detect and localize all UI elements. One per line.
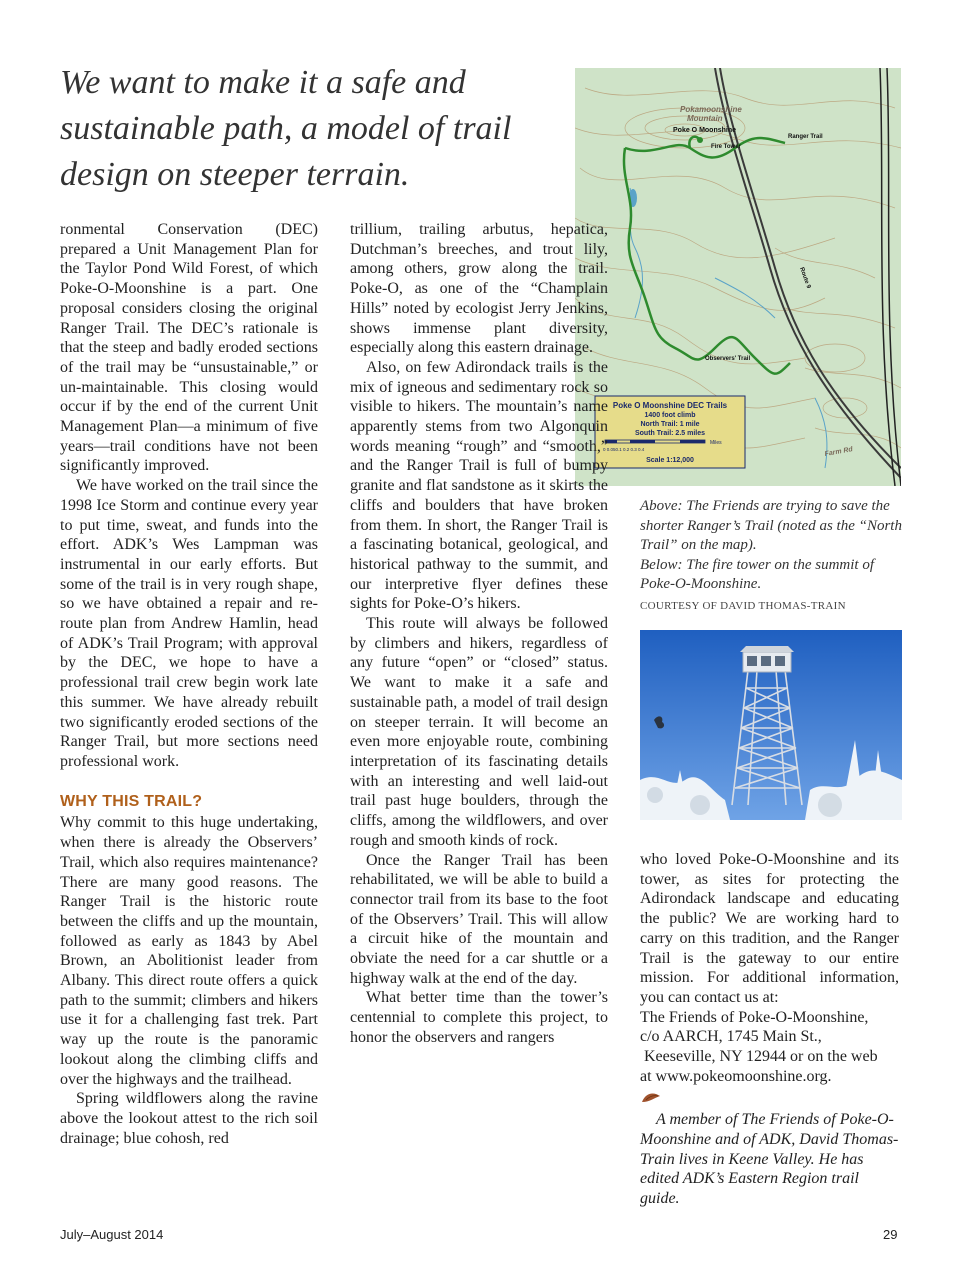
- paragraph: This route will always be followed by climbers and hikers, regardless of any future “open” or “closed” status. We want to make it a safe and sustainable path, a model of trail design on steeper terrain. It will become an even more enjoyable route, combining interpretation of its fascinating details with an interesting and well laid-out trail past huge boulders, through the cliffs, among the wildflowers, and over rough and smooth kinds of rock.: [350, 615, 608, 849]
- map-legend-south: South Trail: 2.5 miles: [634, 430, 706, 437]
- photo-caption: [640, 497, 902, 617]
- caption-above: Above: The Friends are trying to save the shorter Ranger’s Trail (noted as the “North Trail” on the map).: [640, 498, 902, 554]
- pull-quote: We want to make it a safe and sustainable path, a model of trail design on steeper terrain.: [60, 64, 512, 193]
- map-legend-scale: Scale 1:12,000: [646, 457, 694, 464]
- paragraph: trillium, trailing arbutus, hepatica, Dutchman’s breeches, and trout lily, among others, grow along the trail. Poke-O, as one of the “Champlain Hills” noted by ecologist Jerry Jenkins, shows immense plant diversity, especially along this eastern drainage.: [350, 221, 608, 357]
- paragraph: ronmental Conservation (DEC) prepared a Unit Management Plan for the Taylor Pond Wild Forest, of which Poke-O-Moonshine is a part. One proposal considers closing the original Ranger Trail. The DEC’s rationale is that the steep and badly eroded sections of the trail may be “unsustainable,” or un-maintainable. This closing would occur if by the end of the current Unit Management Plan—a minimum of five years—trail conditions have not been significantly improved.: [60, 221, 318, 475]
- article-column-3: [640, 850, 899, 1209]
- address-line: at www.pokeomoonshine.org.: [640, 1067, 832, 1085]
- leaf-ornament-icon: [640, 1090, 662, 1110]
- map-tower-label: Fire Tower: [711, 144, 741, 150]
- section-heading: WHY THIS TRAIL?: [60, 792, 203, 810]
- map-ranger-trail-label: Ranger Trail: [788, 134, 823, 140]
- paragraph: Once the Ranger Trail has been rehabilitated, we will be able to build a connector trail from its base to the foot of the Observers’ Trail. This will allow a circuit hike of the mountain and obviate the need for a car shuttle or a highway walk at the end of the day.: [350, 851, 608, 987]
- trail-map: [575, 68, 901, 486]
- author-bio: A member of The Friends of Poke-O-Moonshine and of ADK, David Thomas-Train lives in Keene Valley. He has edited ADK’s Eastern Region trail guide.: [640, 1111, 899, 1207]
- paragraph: Spring wildflowers along the ravine above the lookout attest to the rich soil drainage; blue cohosh, red: [60, 1090, 318, 1147]
- map-route-label: Route 9: [798, 266, 812, 290]
- map-road-label: Farm Rd: [824, 446, 854, 458]
- address-line: Keeseville, NY 12944 or on the web: [644, 1048, 878, 1066]
- paragraph: who loved Poke-O-Moonshine and its tower, as sites for protecting the Adirondack landscape and educating the public? We are working hard to carry on this tradition, and the Ranger Trail is the gateway to our entire mission. For additional information, you can contact us at:: [640, 851, 899, 1006]
- paragraph: Also, on few Adirondack trails is the mix of igneous and sedimentary rock so visible to hikers. The mountain’s name apparently stems from two Algonquin words meaning “rough” and “smooth,” and the Ranger Trail is full of bumpy granite and flat sandstone as it skirts the cliffs and boulders that have broken from them. In short, the Ranger Trail is a fascinating botanical, geological, and historical pathway to the summit, and our interpretive flyer defines these sights for Poke-O’s hikers.: [350, 358, 608, 613]
- issue-date: July–August 2014: [60, 1227, 164, 1242]
- paragraph: Why commit to this huge undertaking, when there is already the Observers’ Trail, which also requires maintenance? There are many good reasons. The Ranger Trail is the historic route between the cliffs and up the mountain, followed as early as 1843 by Abel Brown, an Abolitionist leader from Albany. This direct route offers a quick path to the summit; climbers and hikers use it for a challenging fast trek. Part way up the route is the panoramic lookout along the climbing cliffs and over the highways and the trailhead.: [60, 814, 318, 1088]
- map-legend-climb: 1400 foot climb: [644, 412, 696, 419]
- map-observers-trail-label: Observers' Trail: [705, 356, 751, 362]
- article-column-2: [350, 220, 608, 1048]
- map-legend-title: Poke O Moonshine DEC Trails: [612, 401, 728, 410]
- map-legend: [595, 396, 745, 468]
- map-peak-label-1: Pokamoonshine: [680, 105, 742, 114]
- map-legend-miles: Miles: [710, 440, 722, 446]
- map-summit-label: Poke O Moonshine: [673, 127, 737, 134]
- article-column-1: [60, 220, 318, 1148]
- map-peak-label-2: Mountain: [687, 114, 723, 123]
- map-legend-ticks: 0 0.050.1 0.2 0.3 0.4: [603, 447, 645, 452]
- caption-below: Below: The fire tower on the summit of Poke-O-Moonshine.: [640, 556, 875, 593]
- photo-credit: COURTESY OF DAVID THOMAS-TRAIN: [640, 599, 846, 612]
- page-number: 29: [883, 1227, 898, 1242]
- address-line: The Friends of Poke-O-Moonshine,: [640, 1008, 869, 1026]
- paragraph: What better time than the tower’s centennial to complete this project, to honor the observers and rangers: [350, 989, 608, 1046]
- fire-tower-photo: [640, 630, 902, 820]
- map-legend-north: North Trail: 1 mile: [640, 421, 700, 428]
- paragraph: We have worked on the trail since the 1998 Ice Storm and continue every year to put time, sweat, and funds into the effort. ADK’s Wes Lampman was instrumental in our early efforts. But some of the trail is in very rough shape, so we have obtained a repair and re-route plan from Andrew Hamlin, head of ADK’s Trail Program; with approval by the DEC, we hope to have a professional trail crew begin work late this summer. We have already rebuilt two significantly eroded sections of the Ranger Trail, but more sections need professional work.: [60, 477, 318, 770]
- address-line: c/o AARCH, 1745 Main St.,: [640, 1028, 822, 1046]
